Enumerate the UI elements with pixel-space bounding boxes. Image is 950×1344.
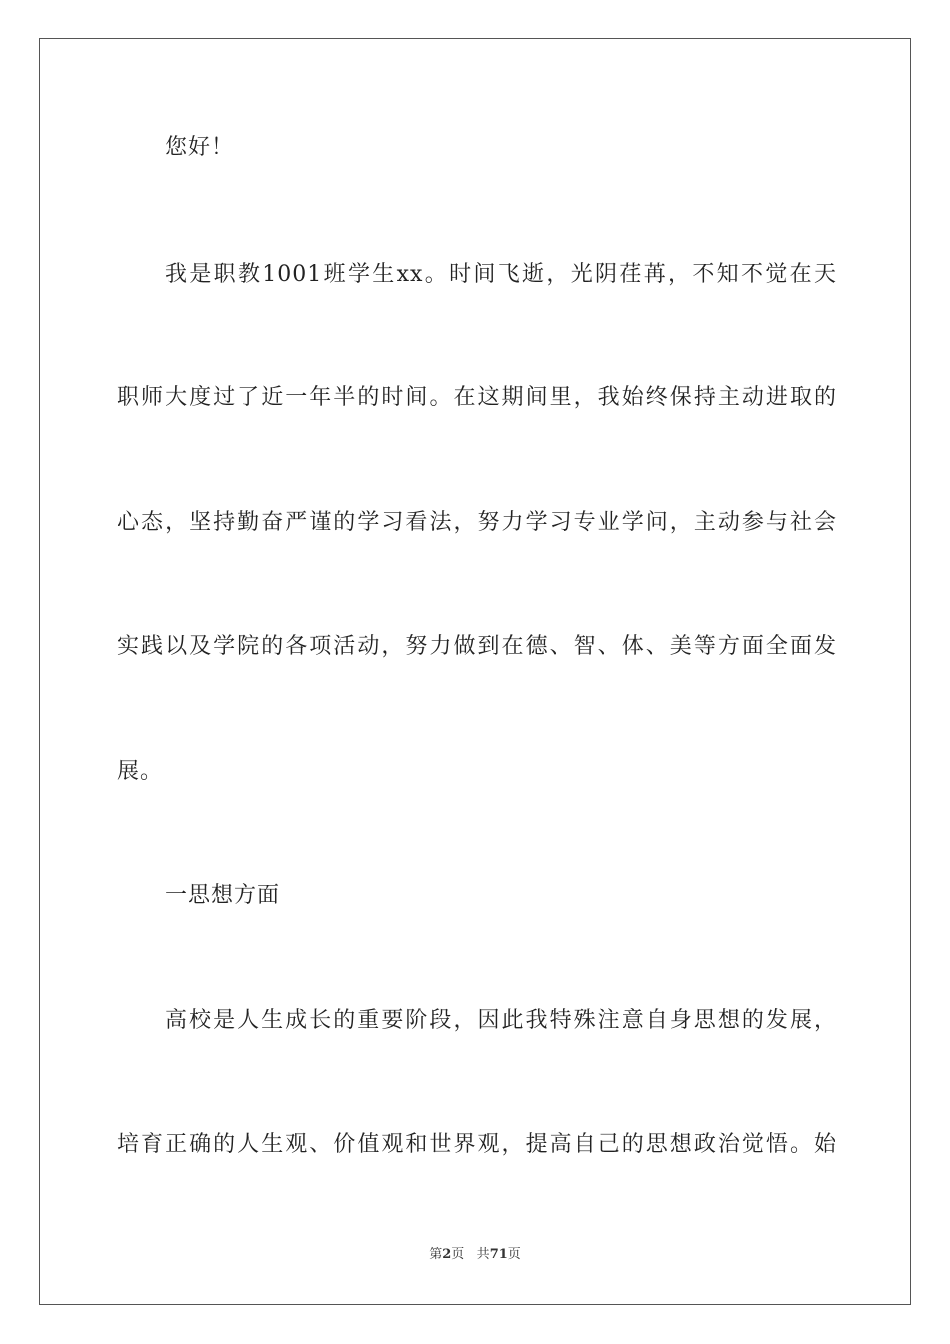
footer-total-prefix: 共 (476, 1247, 490, 1262)
page-footer (0, 1246, 950, 1264)
body-line-7: 培育正确的人生观、价值观和世界观，提高自己的思想政治觉悟。始 (117, 1132, 837, 1157)
body-line-1: 我是职教1001班学生xx。时间飞逝，光阴荏苒，不知不觉在天 (165, 262, 837, 287)
footer-total-suffix: 页 (507, 1247, 521, 1262)
page-frame (39, 38, 911, 1305)
body-line-4: 实践以及学院的各项活动，努力做到在德、智、体、美等方面全面发 (117, 634, 837, 659)
body-line-5: 展。 (117, 759, 164, 784)
section-heading: 一思想方面 (165, 883, 281, 908)
body-line-2: 职师大度过了近一年半的时间。在这期间里，我始终保持主动进取的 (117, 385, 837, 410)
footer-page-prefix: 第 (429, 1247, 443, 1262)
body-line-6: 高校是人生成长的重要阶段，因此我特殊注意自身思想的发展， (165, 1008, 837, 1033)
footer-page-current: 2 (442, 1247, 452, 1262)
body-line-3: 心态，坚持勤奋严谨的学习看法，努力学习专业学问，主动参与社会 (117, 510, 837, 535)
footer-page-total: 71 (489, 1247, 508, 1262)
greeting-line: 您好！ (165, 135, 235, 160)
footer-page-suffix: 页 (451, 1247, 465, 1262)
